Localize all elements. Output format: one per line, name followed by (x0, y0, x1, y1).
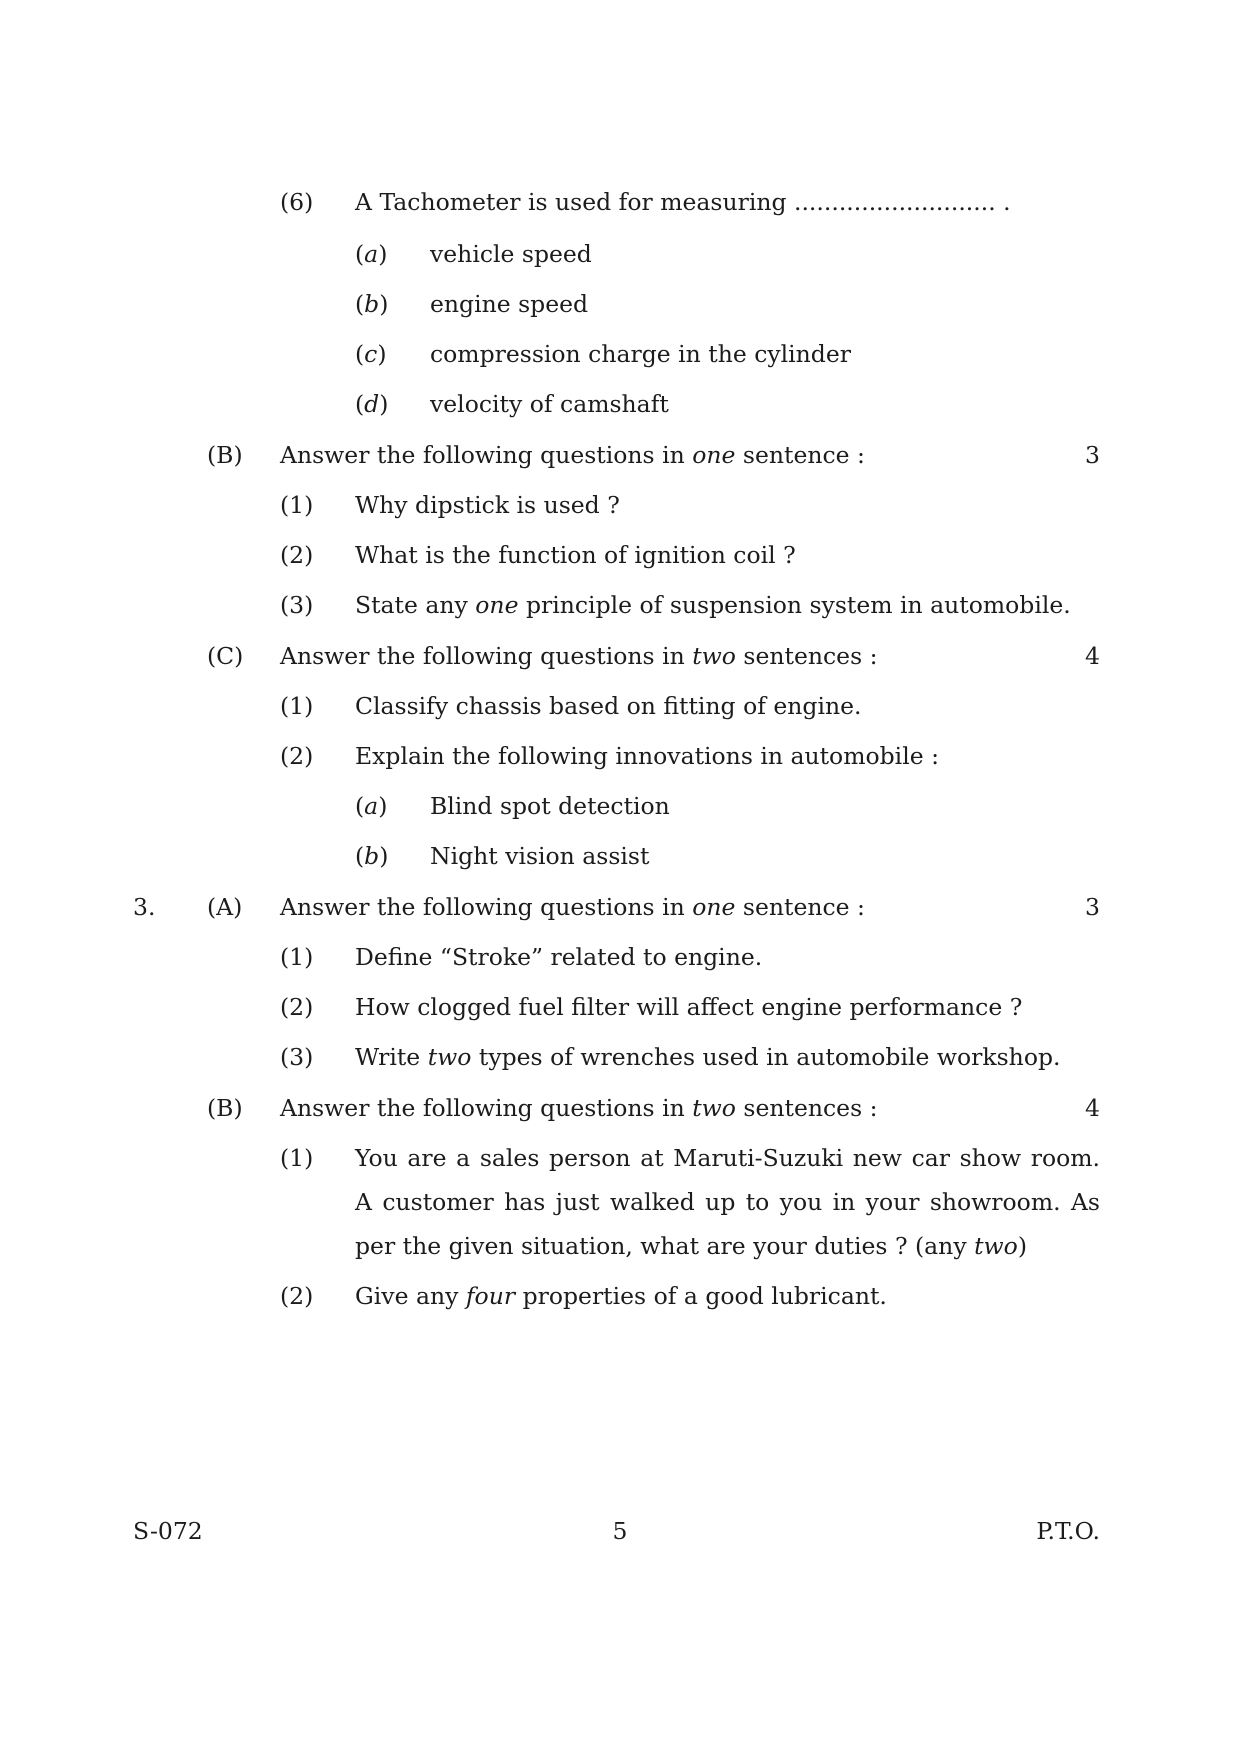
marks: 3 (1085, 893, 1100, 921)
option-text: compression charge in the cylinder (430, 340, 851, 368)
item-text: You are a sales person at Maruti-Suzuki new car show room. (355, 1144, 1100, 1172)
option-d (0, 388, 1240, 420)
item-number: (2) (280, 1282, 314, 1310)
section-instruction: Answer the following questions in one sentence : (280, 893, 865, 921)
item-text: A Tachometer is used for measuring ........................... . (355, 188, 1011, 216)
item-number: (1) (280, 943, 314, 971)
option-text: engine speed (430, 290, 589, 318)
option-label: (d) (355, 390, 389, 418)
option-a (0, 238, 1240, 270)
question-2b-3 (0, 589, 1240, 621)
option-label: (b) (355, 290, 389, 318)
question-number: 3. (133, 893, 156, 921)
question-2b-1 (0, 489, 1240, 521)
question-2a-6 (0, 186, 1240, 218)
item-text: State any one principle of suspension system in automobile. (355, 591, 1071, 619)
item-text: Classify chassis based on fitting of engine. (355, 692, 862, 720)
option-text: Blind spot detection (430, 792, 670, 820)
item-text: Write two types of wrenches used in automobile workshop. (355, 1043, 1061, 1071)
option-b (0, 288, 1240, 320)
item-number: (1) (280, 692, 314, 720)
item-text: A customer has just walked up to you in your showroom. As (355, 1188, 1100, 1216)
option-label: (b) (355, 842, 389, 870)
option-c (0, 338, 1240, 370)
question-2c-2 (0, 740, 1240, 772)
item-text: Define “Stroke” related to engine. (355, 943, 763, 971)
item-number: (1) (280, 1144, 314, 1172)
subitem-b (0, 840, 1240, 872)
question-3a-1 (0, 941, 1240, 973)
section-label: (B) (207, 1094, 243, 1122)
paper-code: S-072 (133, 1517, 203, 1545)
marks: 4 (1085, 1094, 1100, 1122)
option-label: (a) (355, 792, 388, 820)
section-instruction: Answer the following questions in one sentence : (280, 441, 865, 469)
marks: 3 (1085, 441, 1100, 469)
question-2c-1 (0, 690, 1240, 722)
section-instruction: Answer the following questions in two sentences : (280, 1094, 878, 1122)
item-number: (3) (280, 1043, 314, 1071)
section-instruction: Answer the following questions in two sentences : (280, 642, 878, 670)
item-text: per the given situation, what are your duties ? (any two) (355, 1232, 1027, 1260)
page-number: 5 (612, 1517, 628, 1545)
option-label: (a) (355, 240, 388, 268)
section-3a-heading (0, 891, 1240, 923)
question-3a-3 (0, 1041, 1240, 1073)
option-label: (c) (355, 340, 387, 368)
question-3b-1-line3 (0, 1230, 1240, 1262)
item-number: (2) (280, 541, 314, 569)
item-number: (2) (280, 742, 314, 770)
section-2b-heading (0, 439, 1240, 471)
item-text: How clogged fuel filter will affect engine performance ? (355, 993, 1023, 1021)
question-3b-1-line2 (0, 1186, 1240, 1218)
marks: 4 (1085, 642, 1100, 670)
item-number: (6) (280, 188, 314, 216)
item-text: What is the function of ignition coil ? (355, 541, 796, 569)
question-2b-2 (0, 539, 1240, 571)
option-text: velocity of camshaft (430, 390, 669, 418)
section-label: (B) (207, 441, 243, 469)
question-3b-1-line1 (0, 1142, 1240, 1174)
item-text: Explain the following innovations in automobile : (355, 742, 940, 770)
question-3b-2 (0, 1280, 1240, 1312)
option-text: vehicle speed (430, 240, 592, 268)
question-3a-2 (0, 991, 1240, 1023)
item-number: (3) (280, 591, 314, 619)
option-text: Night vision assist (430, 842, 650, 870)
pto-label: P.T.O. (1036, 1517, 1100, 1545)
item-number: (2) (280, 993, 314, 1021)
subitem-a (0, 790, 1240, 822)
section-label: (C) (207, 642, 244, 670)
section-label: (A) (207, 893, 243, 921)
item-text: Why dipstick is used ? (355, 491, 620, 519)
item-text: Give any four properties of a good lubricant. (355, 1282, 887, 1310)
item-number: (1) (280, 491, 314, 519)
section-3b-heading (0, 1092, 1240, 1124)
section-2c-heading (0, 640, 1240, 672)
